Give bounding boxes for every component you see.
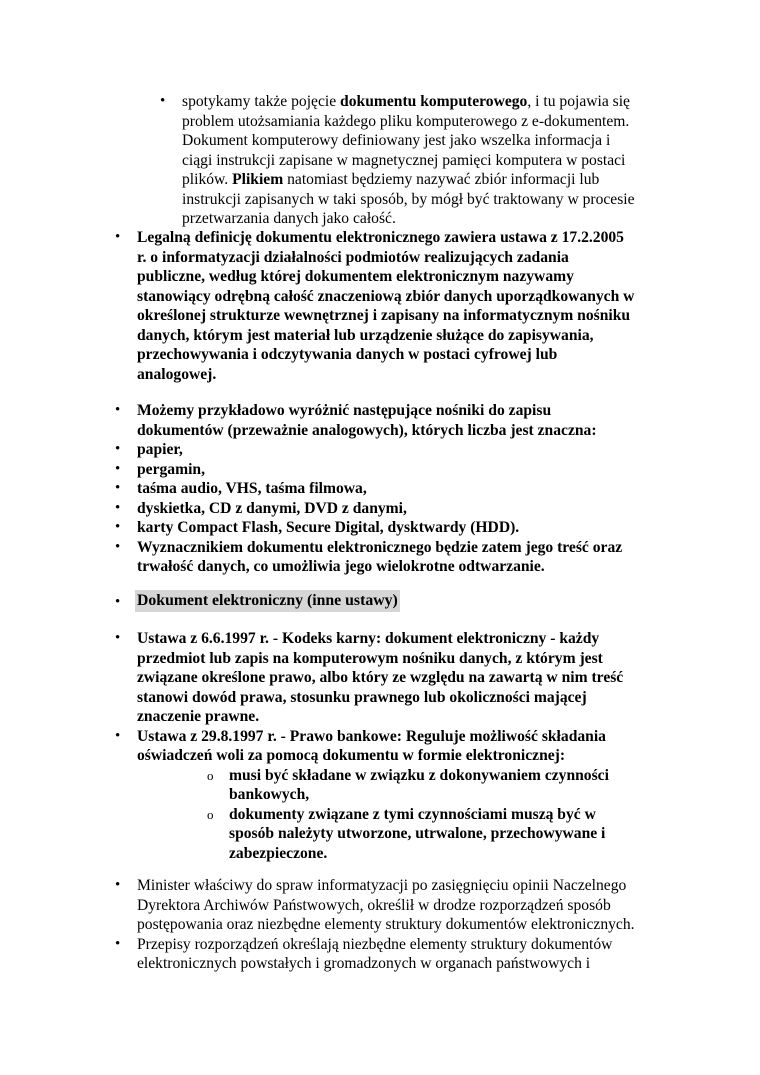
bullet-icon: • (115, 538, 121, 555)
bullet-icon: • (160, 93, 166, 109)
sub-bullet-icon: o (207, 767, 214, 783)
bullet-icon: • (115, 630, 121, 646)
bullet-icon: • (115, 460, 121, 477)
bullet-icon: • (115, 519, 121, 535)
bullet-icon: • (115, 877, 121, 893)
bullet-icon: • (115, 229, 121, 245)
bullet-icon: • (115, 727, 121, 744)
bullet-icon: • (115, 935, 121, 952)
bullet-icon: • (115, 594, 121, 610)
list-item: pergamin, (137, 460, 206, 478)
paragraph-banking-law: Ustawa z 29.8.1997 r. - Prawo bankowe: Reguluje możliwość składania oświadczeń woli za pomocą dokumentu w formie elektronicznej: (137, 727, 606, 764)
list-item: taśma audio, VHS, taśma filmowa, (137, 480, 367, 497)
paragraph-regulations: Przepisy rozporządzeń określają niezbędne elementy struktury dokumentów elektronicznych powstałych i gromadzonych w organach państwowych i (137, 935, 613, 972)
list-item: dyskietka, CD z danymi, DVD z danymi, (137, 499, 407, 517)
sub-list-item: dokumenty związane z tymi czynnościami muszą być w sposób należyty utworzone, utrwalone, przechowywane i zabezpieczone. (229, 805, 606, 862)
sub-bullet-icon: o (207, 806, 214, 822)
list-item: papier, (137, 441, 183, 458)
bullet-icon: • (115, 480, 121, 496)
paragraph-minister: Minister właściwy do spraw informatyzacji po zasięgnięciu opinii Naczelnego Dyrektora Archiwów Państwowych, określił w drodze rozporządzeń sposób postępowania oraz niezbędne elementy struktury dokumentów elektronicznych. (137, 877, 635, 933)
paragraph-penal-code: Ustawa z 6.6.1997 r. - Kodeks karny: dokument elektroniczny - każdy przedmiot lub zapis na komputerowym nośniku danych, z którym jest związane określone prawo, albo który ze względu na zawartą w nim treść stanowi dowód prawa, stosunku prawnego lub okoliczności mającej znaczenie prawne. (137, 630, 624, 725)
term-file: Plikiem (232, 171, 284, 188)
sub-list-item: musi być składane w związku z dokonywaniem czynności bankowych, (229, 766, 609, 803)
paragraph-computer-document: spotykamy także pojęcie dokumentu komputerowego, i tu pojawia się problem utożsamiania każdego pliku komputerowego z e-dokumentem. Dokument komputerowy definiowany jest jako wszelka informacja i ciągi instrukcji zapisane w magnetycznej pamięci komputera w postaci plików. Plikiem natomiast będziemy nazywać zbiór informacji lub instrukcji zapisanych w taki sposób, by mógł być traktowany w procesie przetwarzania danych jako całość. (182, 93, 635, 227)
paragraph-determinant: Wyznacznikiem dokumentu elektronicznego będzie zatem jego treść oraz trwałość danych, co umożliwia jego wielokrotne odtwarzanie. (137, 538, 623, 575)
term-computer-document: dokumentu komputerowego (340, 93, 528, 110)
paragraph-legal-definition: Legalną definicję dokumentu elektronicznego zawiera ustawa z 17.2.2005 r. o informatyzacji działalności podmiotów realizujących zadania publiczne, według której dokumentem elektronicznym nazywamy stanowiący odrębną całość znaczeniową zbiór danych uporządkowanych w określonej strukturze wewnętrznej i zapisany na informatycznym nośniku danych, którym jest materiał lub urządzenie służące do zapisywania, przechowywania i odczytywania danych w postaci cyfrowej lub analogowej. (137, 229, 635, 383)
bullet-icon: • (115, 441, 121, 457)
bullet-icon: • (115, 402, 121, 418)
section-heading: Dokument elektroniczny (inne ustawy) (135, 590, 400, 612)
bullet-icon: • (115, 499, 121, 516)
list-item: karty Compact Flash, Secure Digital, dysktwardy (HDD). (137, 519, 520, 536)
paragraph-media-intro: Możemy przykładowo wyróżnić następujące nośniki do zapisu dokumentów (przeważnie analogowych), których liczba jest znaczna: (137, 402, 597, 439)
